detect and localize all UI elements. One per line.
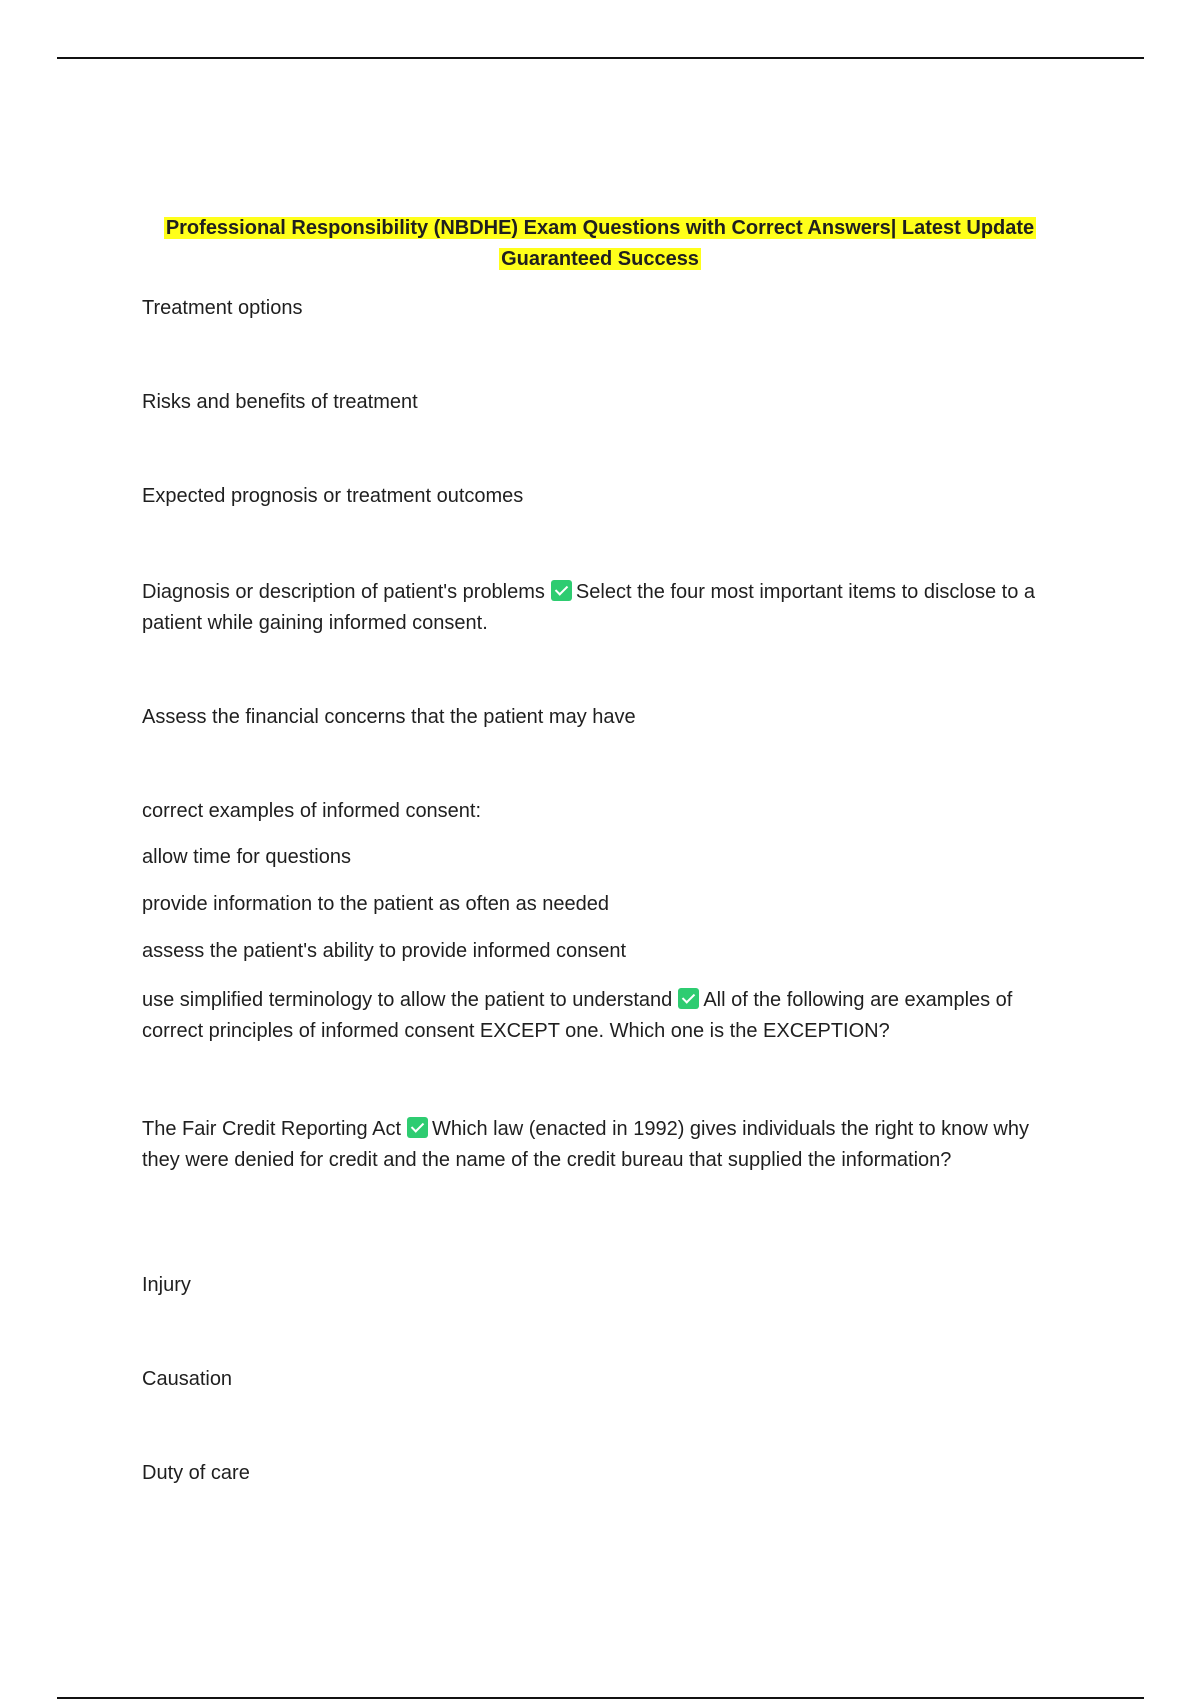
- question-text: All of the following are examples of correct principles of informed consent EXCEPT one. Which one is the EXCEPTION?: [142, 989, 1013, 1042]
- question-text: Select the four most important items to disclose to a patient while gaining informed consent.: [142, 581, 1036, 634]
- qa-fair-credit-reporting-act: [142, 1114, 1062, 1176]
- document-title: [130, 213, 1070, 275]
- item-risks-benefits: Risks and benefits of treatment: [142, 391, 418, 413]
- item-duty-of-care: Duty of care: [142, 1462, 250, 1484]
- check-mark-icon: [678, 988, 699, 1009]
- answer-text: The Fair Credit Reporting Act: [142, 1118, 401, 1140]
- qa-informed-consent-items: [142, 577, 1062, 639]
- check-mark-icon: [407, 1117, 428, 1138]
- title-line-2: Guaranteed Success: [501, 248, 699, 270]
- bottom-rule: [57, 1697, 1144, 1699]
- item-assess-ability: assess the patient's ability to provide informed consent: [142, 940, 627, 962]
- item-causation: Causation: [142, 1368, 233, 1390]
- item-correct-examples-heading: correct examples of informed consent:: [142, 800, 482, 822]
- item-financial-concerns: Assess the financial concerns that the patient may have: [142, 706, 636, 728]
- top-rule: [57, 57, 1144, 59]
- item-injury: Injury: [142, 1274, 191, 1296]
- question-text: Which law (enacted in 1992) gives individuals the right to know why they were denied for credit and the name of the credit bureau that supplied the information?: [142, 1118, 1029, 1171]
- qa-informed-consent-exception: [142, 985, 1062, 1047]
- answer-text: use simplified terminology to allow the patient to understand: [142, 989, 673, 1011]
- answer-text: Diagnosis or description of patient's problems: [142, 581, 545, 603]
- check-mark-icon: [551, 580, 572, 601]
- item-allow-time: allow time for questions: [142, 846, 351, 868]
- title-line-1: Professional Responsibility (NBDHE) Exam Questions with Correct Answers| Latest Update: [165, 217, 1035, 239]
- item-expected-prognosis: Expected prognosis or treatment outcomes: [142, 485, 524, 507]
- item-provide-information: provide information to the patient as often as needed: [142, 893, 609, 915]
- item-treatment-options: Treatment options: [142, 297, 303, 319]
